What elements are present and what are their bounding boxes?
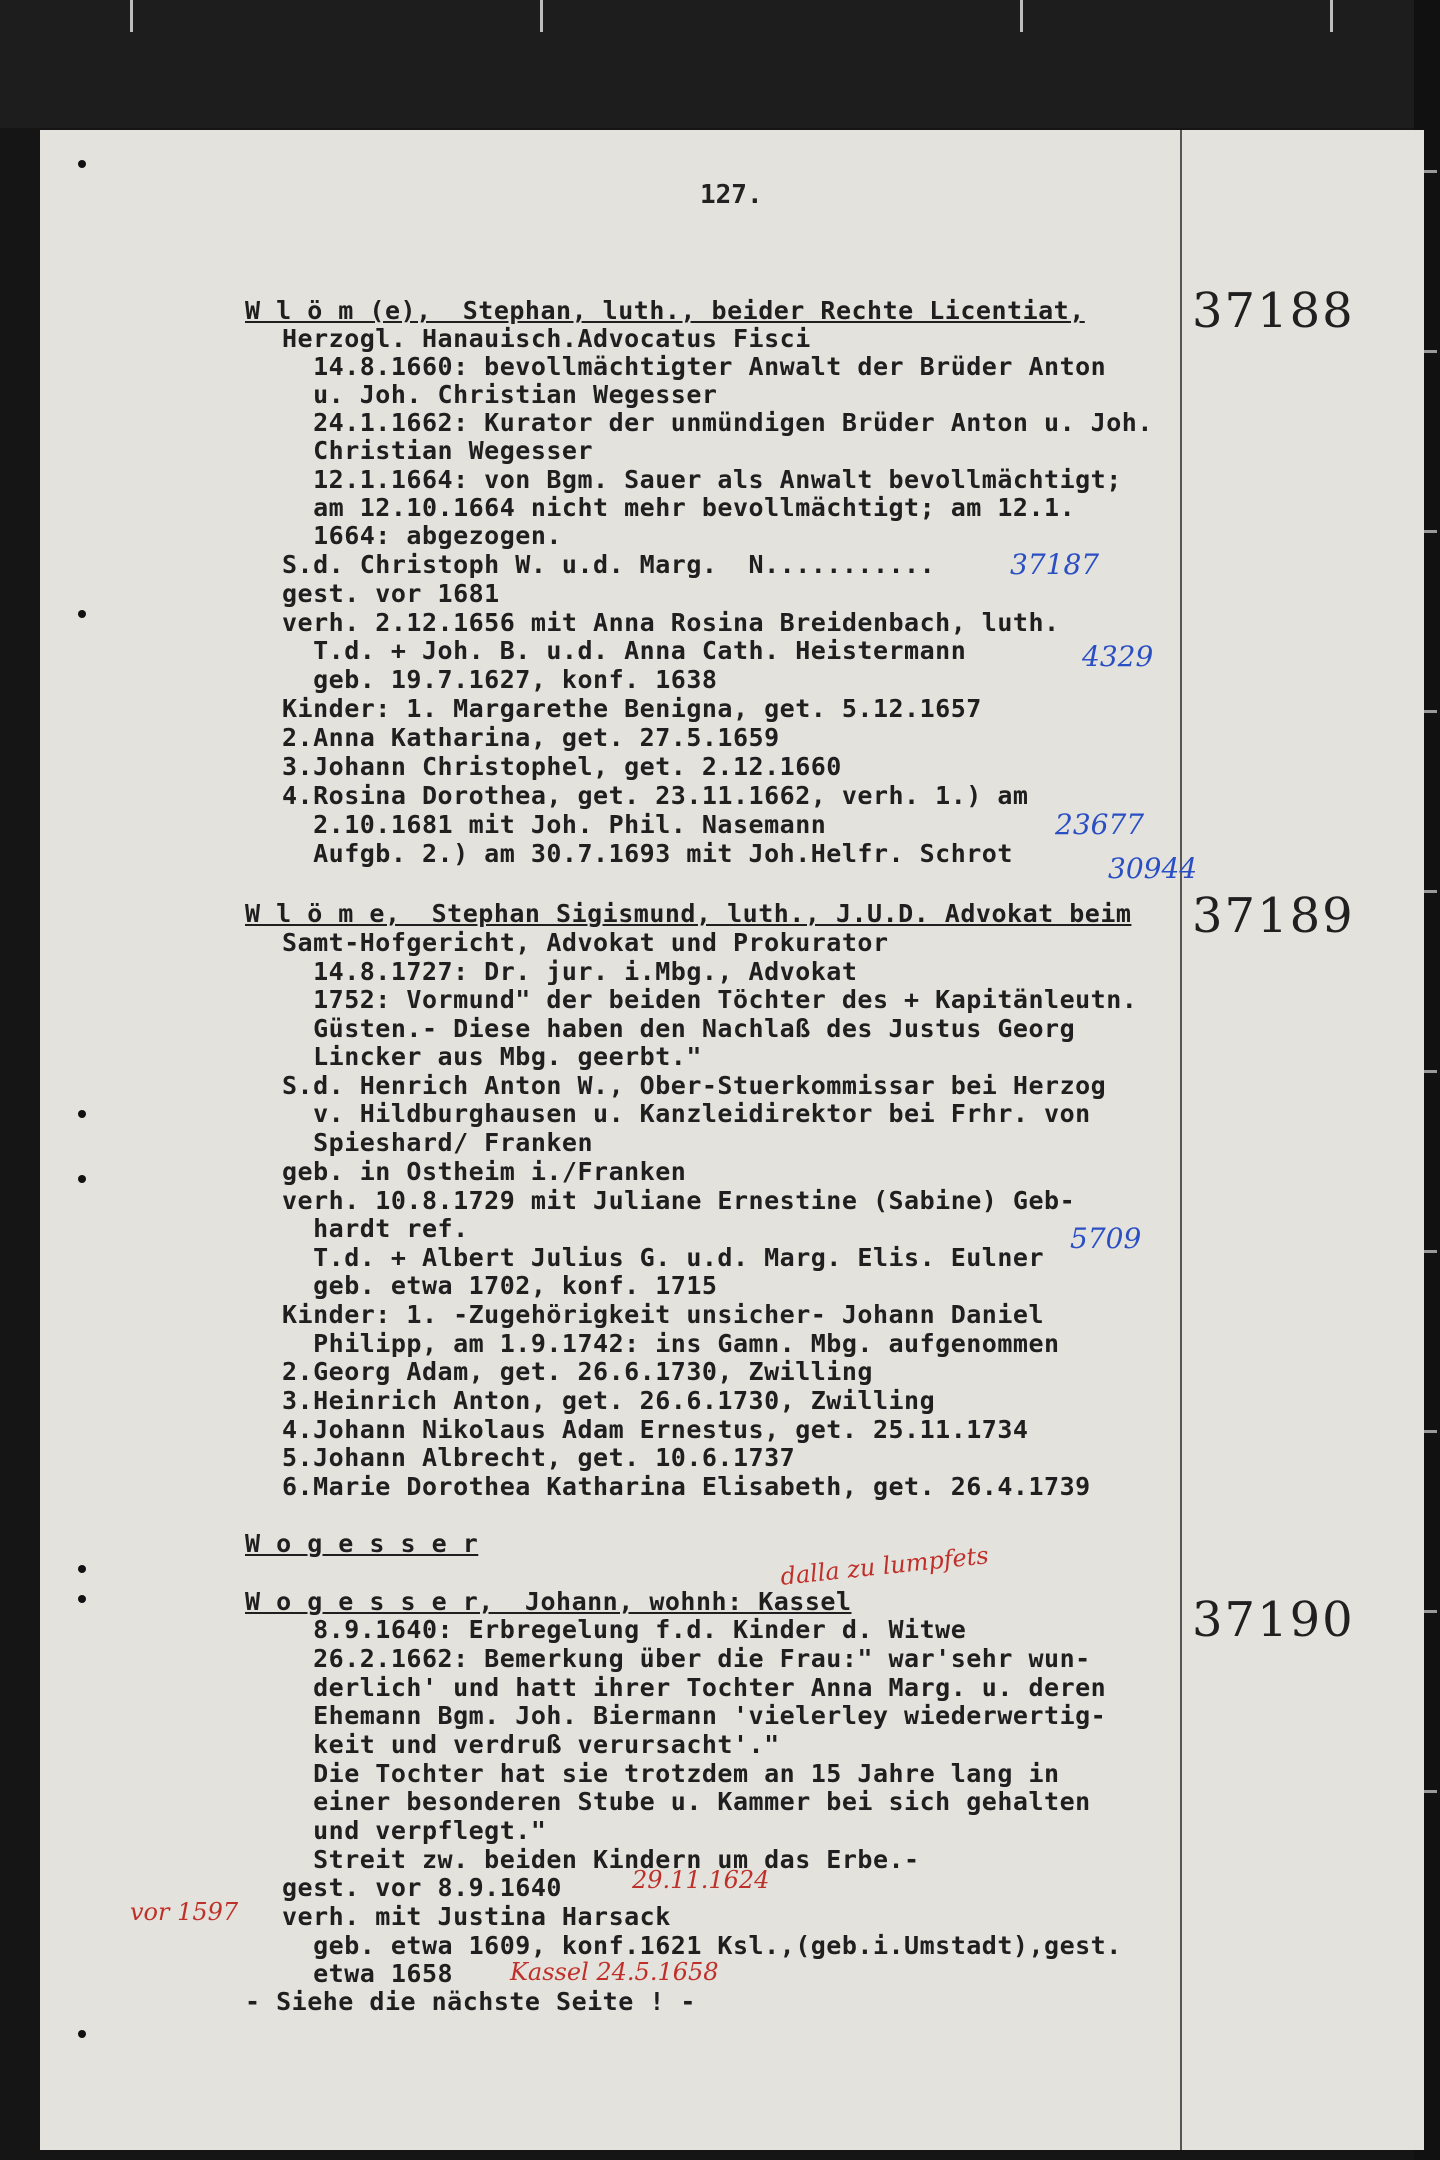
entry-line: keit und verdruß verursacht'." xyxy=(282,1730,780,1759)
entry-line: hardt ref. xyxy=(282,1214,469,1243)
handwritten-reference: 5709 xyxy=(1070,1222,1142,1255)
entry-line: einer besonderen Stube u. Kammer bei sich gehalten xyxy=(282,1787,1091,1816)
entry-line: verh. mit Justina Harsack xyxy=(282,1902,671,1931)
entry-line: 3.Johann Christophel, get. 2.12.1660 xyxy=(282,752,842,781)
punch-hole xyxy=(78,2030,86,2038)
entry-line: Kinder: 1. -Zugehörigkeit unsicher- Johann Daniel xyxy=(282,1300,1045,1329)
punch-hole xyxy=(78,1110,86,1118)
handwritten-note: 29.11.1624 xyxy=(632,1866,770,1894)
punch-hole xyxy=(78,1595,86,1603)
entry-line: verh. 2.12.1656 mit Anna Rosina Breidenbach, luth. xyxy=(282,608,1060,637)
ruler-tick xyxy=(540,0,543,32)
handwritten-note: dalla zu lumpfets xyxy=(779,1541,990,1591)
entry-line: Christian Wegesser xyxy=(282,436,594,465)
record-number: 37189 xyxy=(1192,888,1355,944)
entry-line: S.d. Christoph W. u.d. Marg. N........... xyxy=(282,550,936,579)
entry-line: 2.10.1681 mit Joh. Phil. Nasemann xyxy=(282,810,827,839)
entry-line: v. Hildburghausen u. Kanzleidirektor bei Frhr. von xyxy=(282,1099,1091,1128)
record-number: 37190 xyxy=(1192,1592,1355,1648)
entry-heading: W o g e s s e r, Johann, wohnh: Kassel xyxy=(245,1587,852,1616)
entry-line: 2.Anna Katharina, get. 27.5.1659 xyxy=(282,723,780,752)
entry-line: T.d. + Albert Julius G. u.d. Marg. Elis. Eulner xyxy=(282,1243,1045,1272)
entry-line: 12.1.1664: von Bgm. Sauer als Anwalt bevollmächtigt; xyxy=(282,465,1122,494)
entry-line: 6.Marie Dorothea Katharina Elisabeth, get. 26.4.1739 xyxy=(282,1472,1091,1501)
entry-line: gest. vor 1681 xyxy=(282,579,500,608)
handwritten-reference: 4329 xyxy=(1082,640,1154,673)
entry-line: Herzogl. Hanauisch.Advocatus Fisci xyxy=(282,324,811,353)
entry-line: 2.Georg Adam, get. 26.6.1730, Zwilling xyxy=(282,1357,873,1386)
entry-line: T.d. + Joh. B. u.d. Anna Cath. Heistermann xyxy=(282,636,967,665)
entry-line: 8.9.1640: Erbregelung f.d. Kinder d. Witwe xyxy=(282,1615,967,1644)
section-heading: W o g e s s e r xyxy=(245,1529,479,1558)
handwritten-note: Kassel 24.5.1658 xyxy=(510,1958,719,1986)
punch-hole xyxy=(78,610,86,618)
handwritten-reference: 37187 xyxy=(1010,548,1100,581)
entry-line: S.d. Henrich Anton W., Ober-Stuerkommissar bei Herzog xyxy=(282,1071,1107,1100)
entry-line: 26.2.1662: Bemerkung über die Frau:" war'sehr wun- xyxy=(282,1644,1091,1673)
ruler-tick xyxy=(1020,0,1023,32)
handwritten-note: vor 1597 xyxy=(130,1898,239,1926)
entry-line: Kinder: 1. Margarethe Benigna, get. 5.12.1657 xyxy=(282,694,982,723)
entry-line: 14.8.1727: Dr. jur. i.Mbg., Advokat xyxy=(282,957,858,986)
record-number: 37188 xyxy=(1192,283,1355,339)
entry-line: 5.Johann Albrecht, get. 10.6.1737 xyxy=(282,1443,796,1472)
page-number: 127. xyxy=(700,180,763,210)
punch-hole xyxy=(78,1175,86,1183)
entry-line: etwa 1658 xyxy=(282,1959,454,1988)
entry-line: Streit zw. beiden Kindern um das Erbe.- xyxy=(282,1845,920,1874)
entry-line: gest. vor 8.9.1640 xyxy=(282,1873,562,1902)
entry-line: geb. etwa 1609, konf.1621 Ksl.,(geb.i.Umstadt),gest. xyxy=(282,1931,1122,1960)
entry-line: Güsten.- Diese haben den Nachlaß des Justus Georg xyxy=(282,1014,1076,1043)
ruler-tick xyxy=(130,0,133,32)
entry-line: derlich' und hatt ihrer Tochter Anna Marg. u. deren xyxy=(282,1673,1107,1702)
margin-rule xyxy=(1180,130,1182,2150)
punch-hole xyxy=(78,160,86,168)
entry-line: 24.1.1662: Kurator der unmündigen Brüder Anton u. Joh. xyxy=(282,408,1153,437)
entry-line: Spieshard/ Franken xyxy=(282,1128,594,1157)
entry-heading: W l ö m e, Stephan Sigismund, luth., J.U.D. Advokat beim xyxy=(245,899,1132,928)
handwritten-reference: 23677 xyxy=(1055,808,1145,841)
entry-line: 1752: Vormund" der beiden Töchter des + Kapitänleutn. xyxy=(282,985,1138,1014)
entry-line: geb. in Ostheim i./Franken xyxy=(282,1157,687,1186)
entry-line: Philipp, am 1.9.1742: ins Gamn. Mbg. aufgenommen xyxy=(282,1329,1060,1358)
scanner-top-strip xyxy=(0,0,1440,128)
entry-line: Aufgb. 2.) am 30.7.1693 mit Joh.Helfr. Schrot xyxy=(282,839,1013,868)
continuation-note: - Siehe die nächste Seite ! - xyxy=(245,1987,696,2016)
entry-line: Lincker aus Mbg. geerbt." xyxy=(282,1042,702,1071)
entry-line: und verpflegt." xyxy=(282,1816,547,1845)
entry-line: geb. 19.7.1627, konf. 1638 xyxy=(282,665,718,694)
entry-heading: W l ö m (e), Stephan, luth., beider Rechte Licentiat, xyxy=(245,296,1085,325)
ruler-tick xyxy=(1330,0,1333,32)
entry-line: 4.Rosina Dorothea, get. 23.11.1662, verh. 1.) am xyxy=(282,781,1029,810)
handwritten-reference: 30944 xyxy=(1108,852,1198,885)
entry-line: u. Joh. Christian Wegesser xyxy=(282,380,718,409)
entry-line: am 12.10.1664 nicht mehr bevollmächtigt; am 12.1. xyxy=(282,493,1076,522)
entry-line: geb. etwa 1702, konf. 1715 xyxy=(282,1271,718,1300)
punch-hole xyxy=(78,1565,86,1573)
entry-line: Samt-Hofgericht, Advokat und Prokurator xyxy=(282,928,889,957)
entry-line: 4.Johann Nikolaus Adam Ernestus, get. 25.11.1734 xyxy=(282,1415,1029,1444)
entry-line: verh. 10.8.1729 mit Juliane Ernestine (Sabine) Geb- xyxy=(282,1186,1076,1215)
entry-line: 3.Heinrich Anton, get. 26.6.1730, Zwilling xyxy=(282,1386,936,1415)
entry-line: 1664: abgezogen. xyxy=(282,521,562,550)
entry-line: Die Tochter hat sie trotzdem an 15 Jahre lang in xyxy=(282,1759,1060,1788)
entry-line: 14.8.1660: bevollmächtigter Anwalt der Brüder Anton xyxy=(282,352,1107,381)
entry-line: Ehemann Bgm. Joh. Biermann 'vielerley wiederwertig- xyxy=(282,1701,1107,1730)
